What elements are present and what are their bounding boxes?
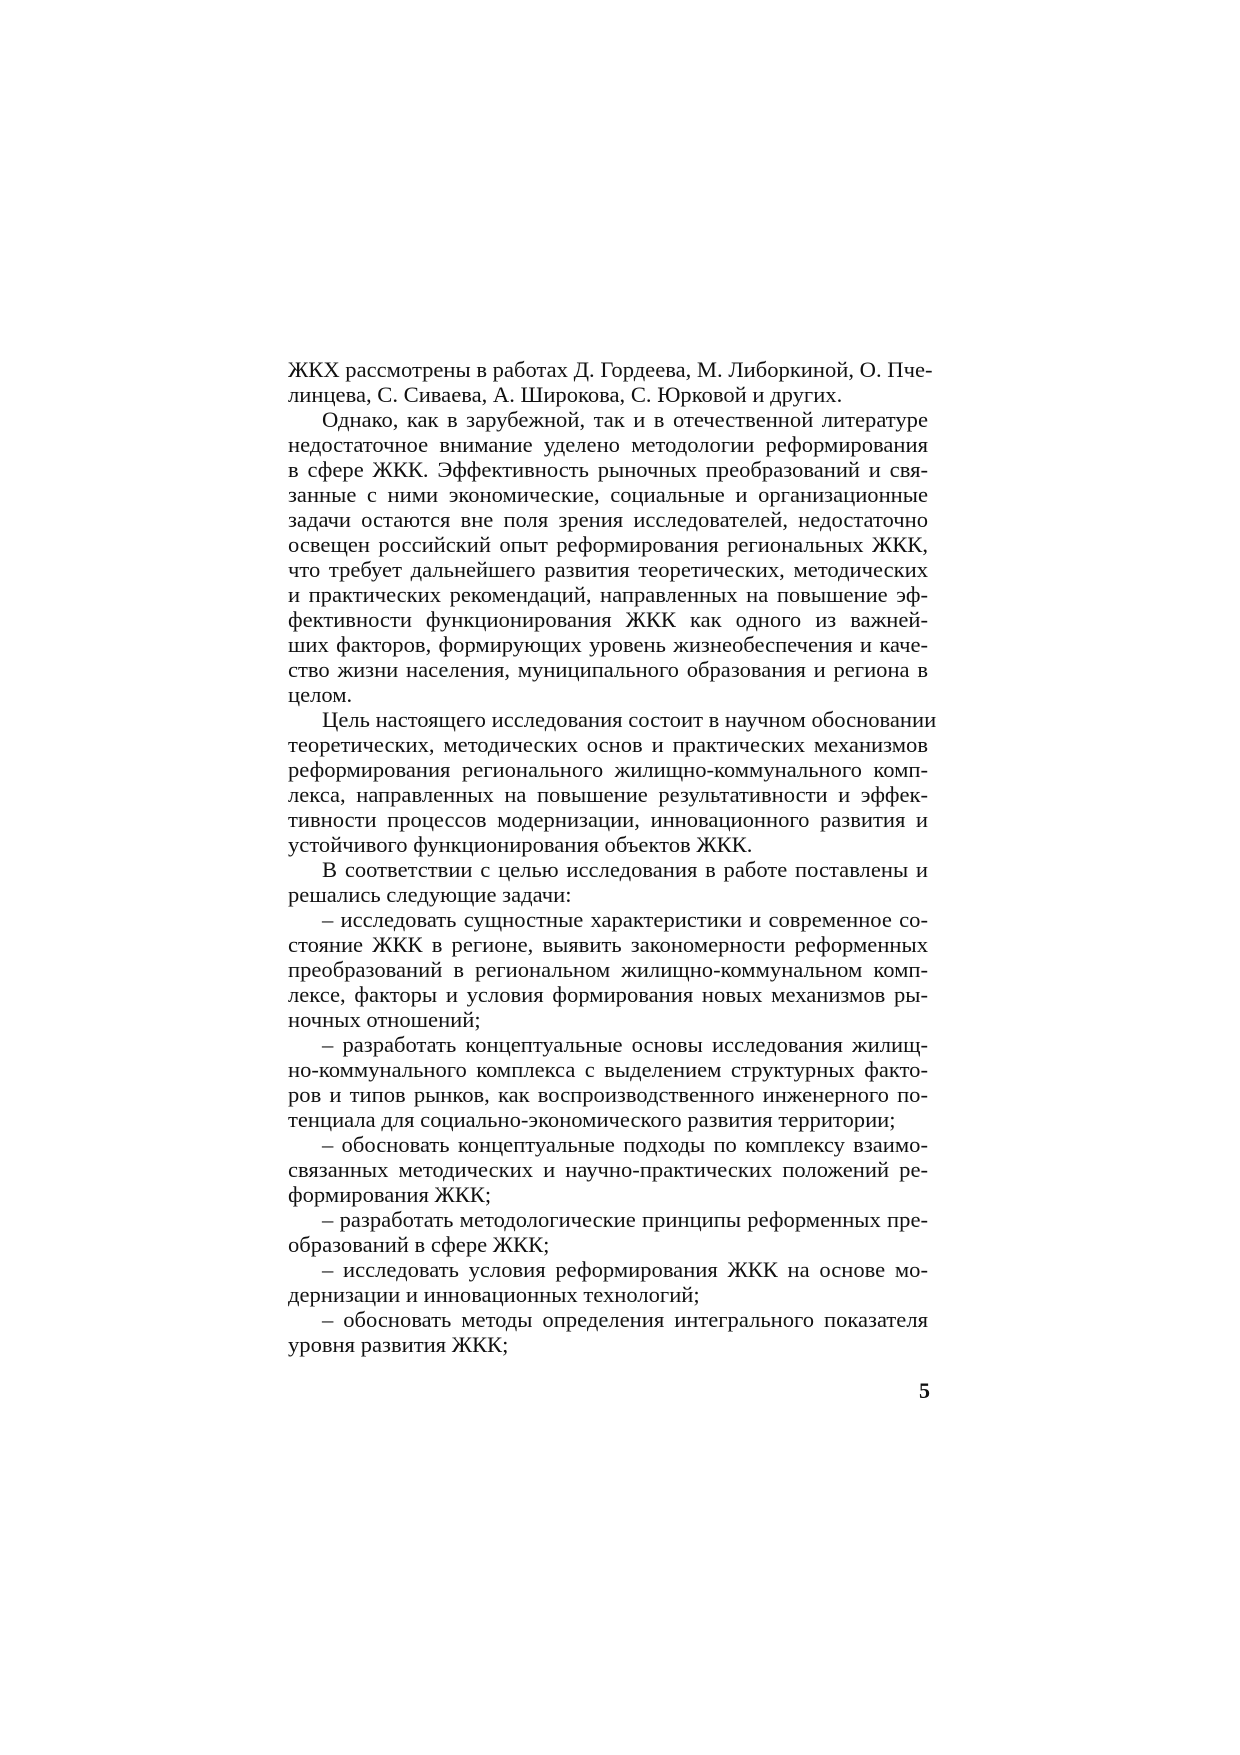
paragraph	[288, 857, 928, 907]
text-line: формирования ЖКК;	[288, 1182, 492, 1207]
paragraph	[288, 707, 937, 857]
text-line: образований в сфере ЖКК;	[288, 1232, 550, 1257]
text-line: – разработать концептуальные основы исследования жилищ-	[322, 1032, 928, 1057]
text-line: освещен российский опыт реформирования региональных ЖКК,	[288, 532, 928, 557]
text-line: фективности функционирования ЖКК как одного из важней-	[288, 607, 928, 632]
text-line: недостаточное внимание уделено методологии реформирования	[288, 432, 928, 457]
text-line: занные с ними экономические, социальные и организационные	[288, 482, 928, 507]
text-line: дернизации и инновационных технологий;	[288, 1282, 700, 1307]
text-line: уровня развития ЖКК;	[288, 1332, 509, 1357]
text-line: линцева, С. Сиваева, А. Широкова, С. Юрковой и других.	[288, 382, 843, 407]
text-line: ших факторов, формирующих уровень жизнеобеспечения и каче-	[288, 632, 928, 657]
text-line: теоретических, методических основ и практических механизмов	[288, 732, 928, 757]
text-line: стояние ЖКК в регионе, выявить закономерности реформенных	[288, 932, 928, 957]
list-item	[288, 907, 928, 1032]
text-line: ЖКХ рассмотрены в работах Д. Гордеева, М. Либоркиной, О. Пче-	[288, 357, 933, 382]
text-line: тенциала для социально-экономического развития территории;	[288, 1107, 896, 1132]
text-line: тивности процессов модернизации, инновационного развития и	[288, 807, 928, 832]
text-line: – исследовать сущностные характеристики и современное со-	[322, 907, 928, 932]
text-line: Цель настоящего исследования состоит в научном обосновании	[322, 707, 937, 732]
text-line: лексе, факторы и условия формирования новых механизмов ры-	[288, 982, 928, 1007]
text-line: Однако, как в зарубежной, так и в отечественной литературе	[322, 407, 928, 432]
text-line: ров и типов рынков, как воспроизводственного инженерного по-	[288, 1082, 928, 1107]
text-line: устойчивого функционирования объектов ЖКК.	[288, 832, 753, 857]
text-line: но-коммунального комплекса с выделением структурных факто-	[288, 1057, 928, 1082]
text-line: – разработать методологические принципы реформенных пре-	[322, 1207, 928, 1232]
text-line: ство жизни населения, муниципального образования и региона в	[288, 657, 928, 682]
list-item	[288, 1032, 928, 1132]
text-line: задачи остаются вне поля зрения исследователей, недостаточно	[288, 507, 928, 532]
text-line: что требует дальнейшего развития теоретических, методических	[288, 557, 928, 582]
text-line: – обосновать методы определения интегрального показателя	[322, 1307, 928, 1332]
paragraph	[288, 407, 928, 707]
list-item	[288, 1132, 928, 1207]
list-item	[288, 1207, 928, 1257]
text-line: преобразований в региональном жилищно-коммунальном комп-	[288, 957, 928, 982]
text-line: ночных отношений;	[288, 1007, 481, 1032]
list-item	[288, 1307, 928, 1357]
text-line: – исследовать условия реформирования ЖКК на основе мо-	[322, 1257, 928, 1282]
text-line: реформирования регионального жилищно-коммунального комп-	[288, 757, 928, 782]
text-line: в сфере ЖКК. Эффективность рыночных преобразований и свя-	[288, 457, 928, 482]
page-number: 5	[919, 1378, 930, 1403]
text-line: В соответствии с целью исследования в работе поставлены и	[322, 857, 928, 882]
text-line: целом.	[288, 682, 353, 707]
text-line: связанных методических и научно-практических положений ре-	[288, 1157, 928, 1182]
text-line: лекса, направленных на повышение результативности и эффек-	[288, 782, 928, 807]
text-line: и практических рекомендаций, направленных на повышение эф-	[288, 582, 928, 607]
body-text	[288, 357, 937, 1357]
list-item	[288, 1257, 928, 1307]
text-line: решались следующие задачи:	[288, 882, 572, 907]
paragraph	[288, 357, 933, 407]
text-line: – обосновать концептуальные подходы по комплексу взаимо-	[322, 1132, 928, 1157]
